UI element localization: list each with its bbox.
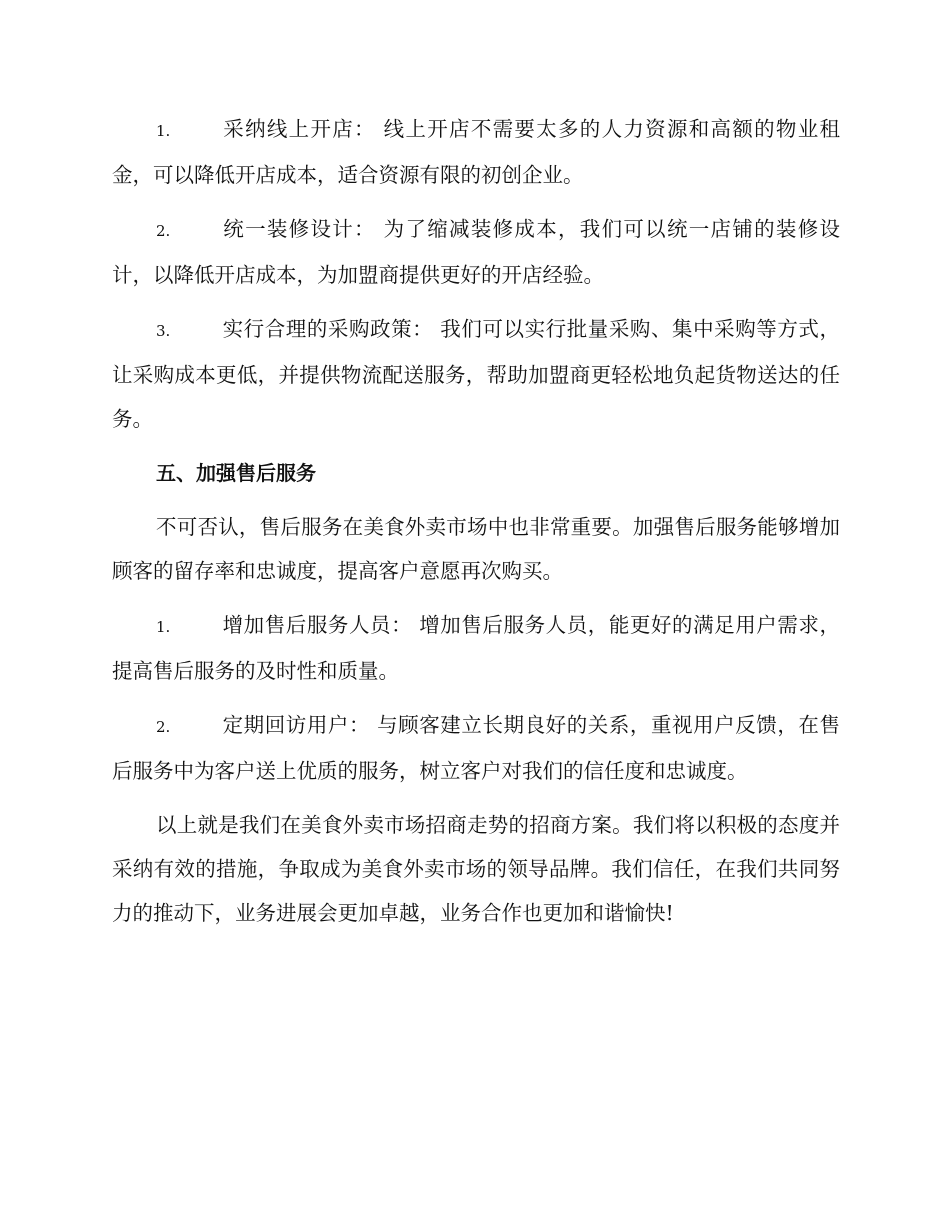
list-item [112, 703, 840, 793]
list-number: 2. [156, 222, 171, 240]
list-number: 3. [156, 322, 171, 340]
document-page [112, 107, 840, 945]
list-item-text: 实行合理的采购政策： 我们可以实行批量采购、集中采购等方式，让采购成本更低，并提供物流配送服务，帮助加盟商更轻松地负起货物送达的任务。 [112, 317, 840, 431]
list-item [112, 307, 840, 441]
list-number: 1. [156, 122, 171, 140]
section-heading: 五、加强售后服务 [156, 461, 316, 485]
list-item-text: 定期回访用户： 与顾客建立长期良好的关系，重视用户反馈，在售后服务中为客户送上优质的服务，树立客户对我们的信任度和忠诚度。 [112, 713, 840, 783]
conclusion-paragraph: 以上就是我们在美食外卖市场招商走势的招商方案。我们将以积极的态度并采纳有效的措施，争取成为美食外卖市场的领导品牌。我们信任，在我们共同努力的推动下，业务进展会更加卓越，业务合作也更加和谐愉快! [112, 813, 840, 925]
list-item-text: 统一装修设计： 为了缩减装修成本，我们可以统一店铺的装修设计，以降低开店成本，为加盟商提供更好的开店经验。 [112, 217, 840, 287]
list-item [112, 603, 840, 693]
list-number: 1. [156, 618, 171, 636]
list-item-text: 采纳线上开店： 线上开店不需要太多的人力资源和高额的物业租金，可以降低开店成本，适合资源有限的初创企业。 [112, 117, 840, 187]
list-item [112, 107, 840, 197]
section-intro-paragraph: 不可否认，售后服务在美食外卖市场中也非常重要。加强售后服务能够增加顾客的留存率和忠诚度，提高客户意愿再次购买。 [112, 515, 840, 583]
list-item-text: 增加售后服务人员： 增加售后服务人员，能更好的满足用户需求，提高售后服务的及时性和质量。 [112, 613, 840, 683]
list-item [112, 207, 840, 297]
list-number: 2. [156, 718, 171, 736]
